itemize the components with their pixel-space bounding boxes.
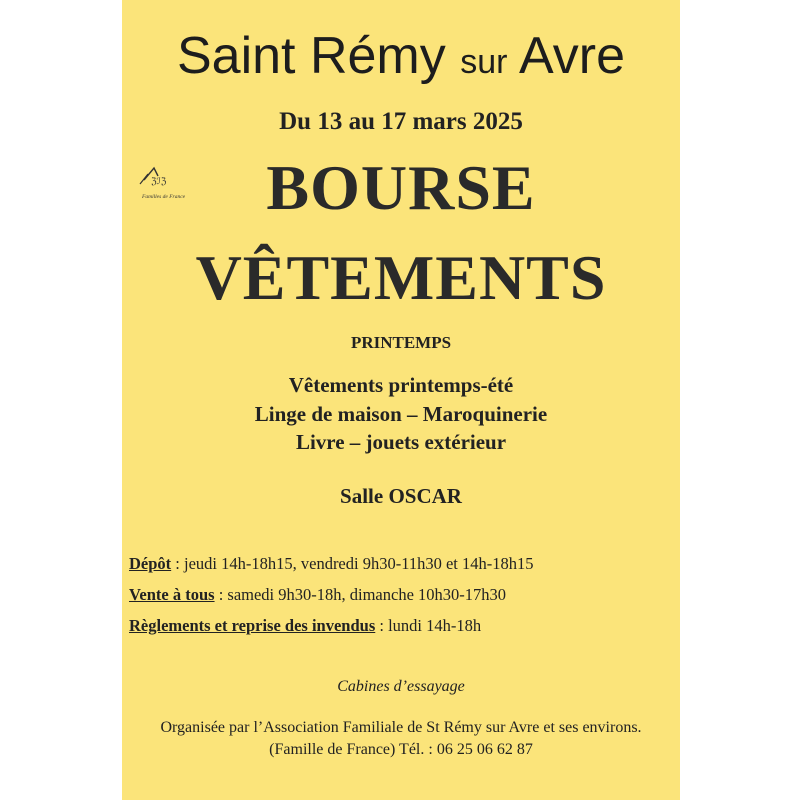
town-end: Avre xyxy=(507,27,625,85)
season-label: PRINTEMPS xyxy=(350,333,452,352)
schedule-row-deposit xyxy=(129,552,674,583)
svg-text:ℨℐℨ: ℨℐℨ xyxy=(151,176,167,186)
schedule-row-settlement xyxy=(129,614,674,645)
item-list xyxy=(122,371,680,457)
footer-cut-off-text xyxy=(122,784,680,798)
fitting-rooms-note: Cabines d’essayage xyxy=(337,678,465,695)
town-main: Saint Rémy xyxy=(176,27,461,85)
organizer-info xyxy=(122,717,680,761)
logo-caption: Familles de France xyxy=(142,194,186,200)
schedule-text: : samedi 9h30-18h, dimanche 10h30-17h30 xyxy=(214,585,507,604)
schedule-text: : jeudi 14h-18h15, vendredi 9h30-11h30 et 14h-18h15 xyxy=(171,554,534,573)
title-line-2: VÊTEMENTS xyxy=(195,242,607,313)
item-line: Vêtements printemps-été xyxy=(288,373,514,397)
item-line: Linge de maison – Maroquinerie xyxy=(254,401,548,426)
organizer-line-2: (Famille de France) Tél. : 06 25 06 62 87 xyxy=(269,741,533,758)
schedule-text: : lundi 14h-18h xyxy=(375,616,482,635)
town-small: sur xyxy=(460,43,508,81)
venue: Salle OSCAR xyxy=(340,484,462,508)
town-name xyxy=(122,24,680,94)
title-line-1: BOURSE xyxy=(266,152,536,223)
schedule xyxy=(129,552,674,645)
flyer xyxy=(122,0,680,800)
schedule-row-sale xyxy=(129,583,674,614)
schedule-label: Vente à tous xyxy=(129,585,215,604)
item-line: Livre – jouets extérieur xyxy=(295,430,507,454)
schedule-label: Dépôt xyxy=(129,554,172,573)
schedule-label: Règlements et reprise des invendus xyxy=(129,616,376,635)
organizer-line-1: Organisée par l’Association Familiale de St Rémy sur Avre et ses environs. xyxy=(160,719,642,736)
event-dates: Du 13 au 17 mars 2025 xyxy=(279,108,523,135)
